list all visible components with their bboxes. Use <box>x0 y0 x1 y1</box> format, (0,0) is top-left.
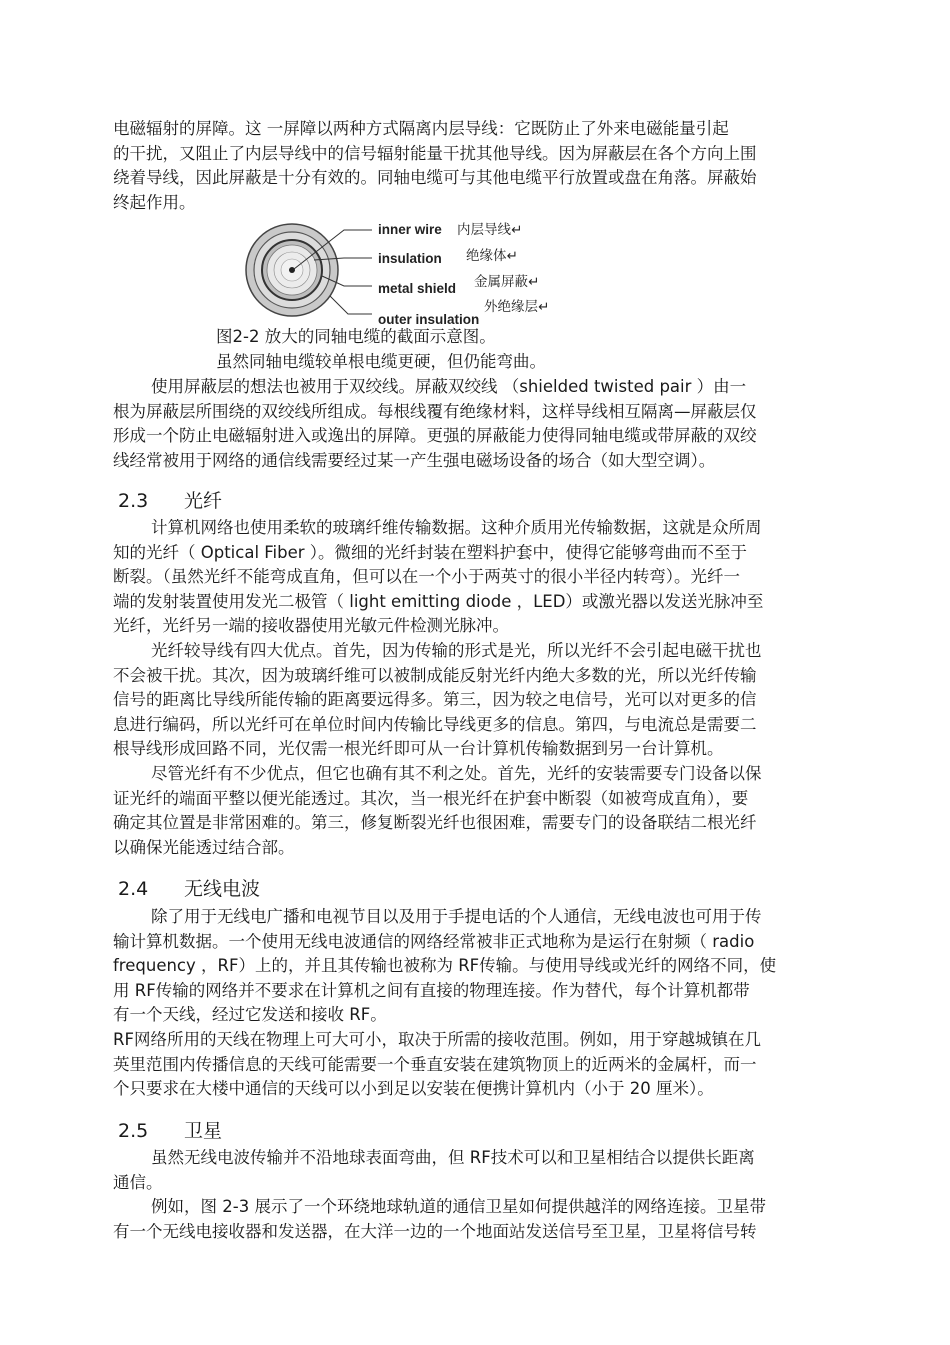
label-metal-shield-cn: 金属屏蔽↵ <box>474 274 540 290</box>
text-line: 通信。 <box>113 1172 163 1192</box>
section-2-4-body <box>113 905 853 1102</box>
text-line: 有一个无线电接收器和发送器，在大洋一边的一个地面站发送信号至卫星，卫星将信号转 <box>113 1221 757 1241</box>
label-insulation: insulation <box>378 251 442 266</box>
text-line: 计算机网络也使用柔软的玻璃纤维传输数据。这种介质用光传输数据，这就是众所周 <box>151 518 762 537</box>
text-line: 终起作用。 <box>113 192 196 212</box>
text-line: 信号的距离比导线所能传输的距离要远得多。第三，因为较之电信号，光可以对更多的信 <box>113 690 757 710</box>
section-number: 2.3 <box>118 490 149 512</box>
label-insulation-cn: 绝缘体↵ <box>466 248 518 264</box>
section-heading-2-4 <box>118 876 260 902</box>
label-inner-wire: inner wire <box>378 222 442 237</box>
text-line: RF网络所用的天线在物理上可大可小，取决于所需的接收范围。例如，用于穿越城镇在几 <box>113 1029 761 1049</box>
text-line: 用 RF传输的网络并不要求在计算机之间有直接的物理连接。作为替代，每个计算机都带 <box>113 980 750 1000</box>
text-line: 根为屏蔽层所围绕的双绞线所组成。每根线覆有绝缘材料，这样导线相互隔离—屏蔽层仅 <box>113 401 757 421</box>
text-line: 线经常被用于网络的通信线需要经过某一产生强电磁场设备的场合（如大型空调）。 <box>113 450 716 470</box>
text-line: 不会被干扰。其次，因为玻璃纤维可以被制成能反射光纤内绝大多数的光，所以光纤传输 <box>113 665 757 685</box>
section-title: 光纤 <box>184 490 223 512</box>
intro-paragraph <box>113 117 853 215</box>
text-line: 端的发射装置使用发光二极管（ light emitting diode ，LED）或激光器以发送光脉冲至 <box>113 591 764 611</box>
text-line: 根导线形成回路不同，光仅需一根光纤即可从一台计算机传输数据到另一台计算机。 <box>113 739 724 759</box>
figure-caption-note: 虽然同轴电缆较单根电缆更硬，但仍能弯曲。 <box>216 352 546 371</box>
text-line: 英里范围内传播信息的天线可能需要一个垂直安装在建筑物顶上的近两米的金属杆，而一 <box>113 1054 757 1074</box>
text-line: 的干扰，又阻止了内层导线中的信号辐射能量干扰其他导线。因为屏蔽层在各个方向上围 <box>113 143 757 163</box>
section-number: 2.4 <box>118 878 149 900</box>
section-2-5-body <box>113 1146 853 1244</box>
text-line: 知的光纤（ Optical Fiber ）。微细的光纤封装在塑料护套中，使得它能够弯曲而不至于 <box>113 542 748 562</box>
coax-cross-section-diagram <box>244 218 574 328</box>
text-line: 除了用于无线电广播和电视节目以及用于手提电话的个人通信，无线电波也可用于传 <box>151 907 762 926</box>
section-heading-2-5 <box>118 1118 222 1144</box>
label-metal-shield: metal shield <box>378 281 457 296</box>
figure-caption: 图2-2 放大的同轴电缆的截面示意图。 <box>216 327 496 346</box>
text-line: 尽管光纤有不少优点，但它也确有其不利之处。首先，光纤的安装需要专门设备以保 <box>151 763 762 783</box>
section-title: 无线电波 <box>184 878 261 900</box>
text-line: 使用屏蔽层的想法也被用于双绞线。屏蔽双绞线 （shielded twisted pair ）由一 <box>151 377 747 396</box>
text-line: 例如，图 2-3 展示了一个环绕地球轨道的通信卫星如何提供越洋的网络连接。卫星带 <box>151 1197 766 1217</box>
label-outer-insulation: outer insulation <box>378 312 480 327</box>
section-title: 卫星 <box>184 1120 223 1142</box>
text-line: 绕着导线，因此屏蔽是十分有效的。同轴电缆可与其他电缆平行放置或盘在角落。屏蔽始 <box>113 168 757 188</box>
text-line: 以确保光能透过结合部。 <box>113 837 295 857</box>
text-line: 虽然无线电波传输并不沿地球表面弯曲，但 RF技术可以和卫星相结合以提供长距离 <box>151 1148 755 1167</box>
label-outer-insulation-cn: 外绝缘层↵ <box>484 299 550 315</box>
text-line: 光纤较导线有四大优点。首先，因为传输的形式是光，所以光纤不会引起电磁干扰也 <box>151 640 762 660</box>
text-line: 有一个天线，经过它发送和接收 RF。 <box>113 1005 387 1025</box>
text-line: 确定其位置是非常困难的。第三，修复断裂光纤也很困难，需要专门的设备联结二根光纤 <box>113 813 757 833</box>
shielded-pair-paragraph <box>113 375 853 473</box>
text-line: 输计算机数据。一个使用无线电波通信的网络经常被非正式地称为是运行在射频（ radio <box>113 931 755 951</box>
section-2-3-body <box>113 516 853 860</box>
text-line: 光纤，光纤另一端的接收器使用光敏元件检测光脉冲。 <box>113 616 509 636</box>
text-line: frequency ，RF）上的，并且其传输也被称为 RF传输。与使用导线或光纤的网络不同，使 <box>113 956 777 976</box>
text-line: 息进行编码，所以光纤可在单位时间内传输比导线更多的信息。第四，与电流总是需要二 <box>113 714 757 734</box>
section-number: 2.5 <box>118 1120 149 1142</box>
text-line: 断裂。（虽然光纤不能弯成直角，但可以在一个小于两英寸的很小半径内转弯）。光纤一 <box>113 567 740 587</box>
text-line: 个只要求在大楼中通信的天线可以小到足以安装在便携计算机内（小于 20 厘米）。 <box>113 1079 714 1099</box>
label-inner-wire-cn: 内层导线↵ <box>457 222 523 238</box>
text-line: 证光纤的端面平整以便光能透过。其次，当一根光纤在护套中断裂（如被弯成直角），要 <box>113 788 749 808</box>
text-line: 形成一个防止电磁辐射进入或逸出的屏障。更强的屏蔽能力使得同轴电缆或带屏蔽的双绞 <box>113 426 757 446</box>
text-line: 电磁辐射的屏障。这 一屏障以两种方式隔离内层导线：它既防止了外来电磁能量引起 <box>113 119 729 138</box>
section-heading-2-3 <box>118 488 222 514</box>
coax-cable-figure <box>244 218 574 328</box>
